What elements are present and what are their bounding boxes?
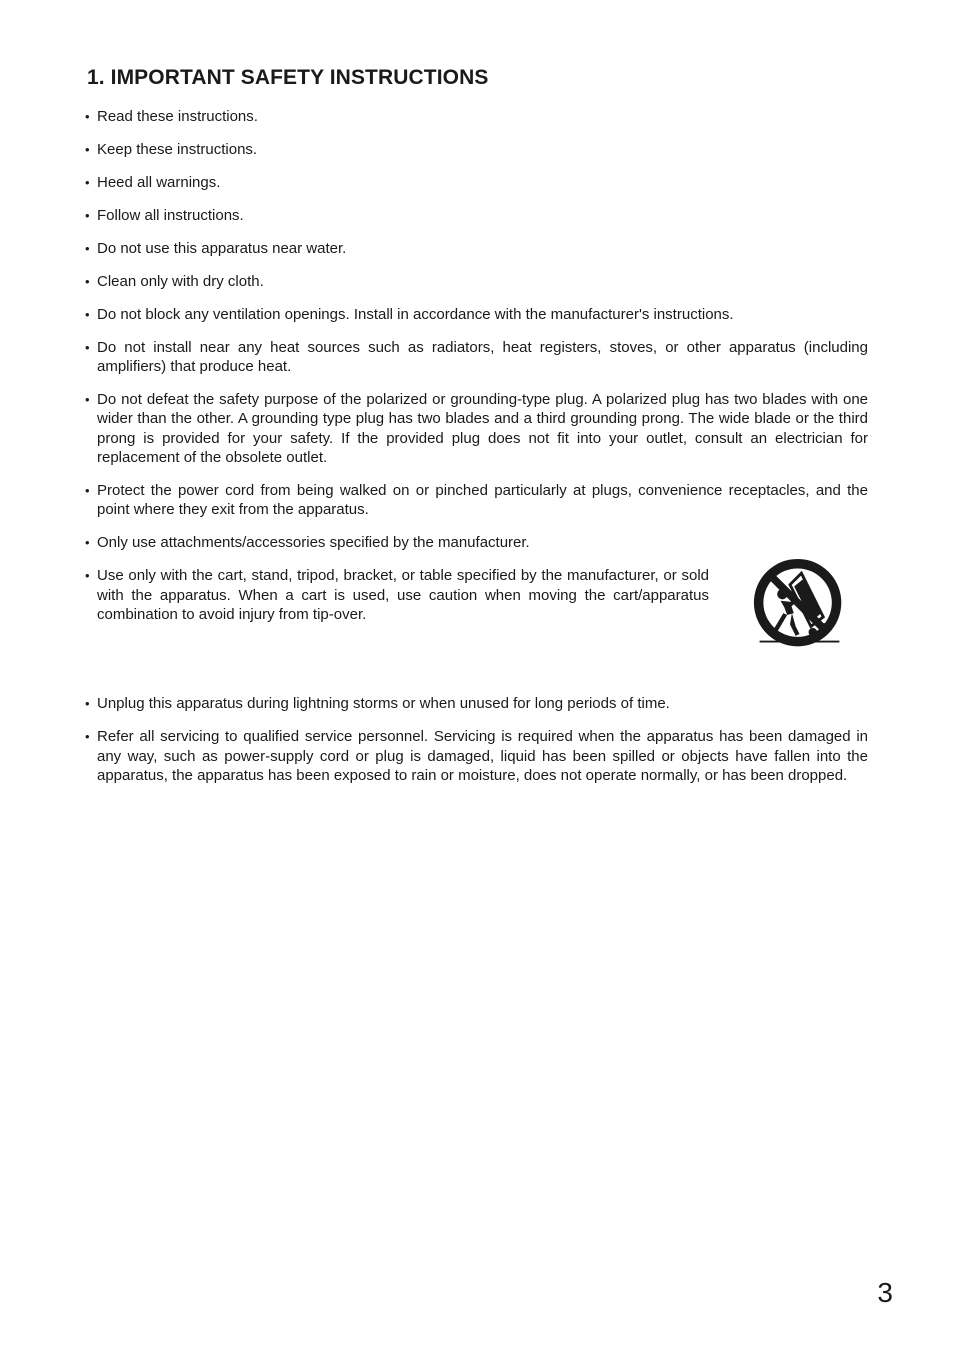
- bullet: •: [85, 273, 90, 289]
- list-item: [85, 173, 868, 192]
- list-item: [85, 727, 868, 785]
- bullet: •: [85, 207, 90, 223]
- item-text: Keep these instructions.: [97, 140, 258, 158]
- page-number: 3: [877, 1277, 893, 1308]
- list-item: [85, 694, 868, 713]
- item-text: Do not block any ventilation openings. Install in accordance with the manufacturer's instructions.: [97, 305, 734, 323]
- item-text: Protect the power cord from being walked on or pinched particularly at plugs, convenience receptacles, and the point where they exit from the apparatus.: [97, 482, 868, 519]
- item-text: Refer all servicing to qualified service personnel. Servicing is required when the apparatus has been damaged in any way, such as power-supply cord or plug is damaged, liquid has been spilled or objects have fallen into the apparatus, the apparatus has been exposed to rain or moisture, does not operate normally, or has been dropped.: [97, 728, 868, 784]
- cart-tip-over-warning-icon: [752, 558, 847, 653]
- list-item: [85, 338, 868, 377]
- item-text: Use only with the cart, stand, tripod, bracket, or table specified by the manufacturer, or sold with the apparatus. When a cart is used, use caution when moving the cart/apparatus combination to avoid injury from tip-over.: [97, 567, 709, 623]
- bullet: •: [85, 483, 90, 499]
- item-text: Heed all warnings.: [97, 173, 221, 191]
- safety-instructions-list: [85, 107, 868, 799]
- bullet: •: [85, 174, 90, 190]
- bullet: •: [85, 339, 90, 355]
- list-item: [85, 140, 868, 159]
- item-text: Follow all instructions.: [97, 206, 244, 224]
- list-item: [85, 481, 868, 520]
- list-item-with-figure: [85, 566, 868, 666]
- list-item: [85, 390, 868, 467]
- bullet: •: [85, 109, 90, 124]
- item-text: Clean only with dry cloth.: [97, 272, 264, 290]
- list-item: [85, 107, 868, 126]
- bullet: •: [85, 729, 90, 745]
- bullet: •: [85, 568, 90, 584]
- bullet: •: [85, 141, 90, 157]
- list-item: [85, 305, 868, 324]
- item-text: Do not install near any heat sources such as radiators, heat registers, stoves, or other apparatus (including amplifiers) that produce heat.: [97, 338, 868, 376]
- bullet: •: [85, 306, 90, 322]
- list-item: [85, 239, 868, 258]
- item-text: Only use attachments/accessories specified by the manufacturer.: [97, 534, 530, 552]
- item-text: Do not use this apparatus near water.: [97, 239, 347, 257]
- item-text: Unplug this apparatus during lightning storms or when unused for long periods of time.: [97, 695, 670, 713]
- item-text: Read these instructions.: [97, 108, 258, 125]
- bullet: •: [85, 240, 90, 256]
- bullet: •: [85, 535, 90, 551]
- list-item: [85, 533, 868, 552]
- list-item: [85, 206, 868, 225]
- bullet: •: [85, 696, 90, 712]
- item-text: Do not defeat the safety purpose of the polarized or grounding-type plug. A polarized plug has two blades with one wider than the other. A grounding type plug has two blades and a third grounding prong. The wide blade or the third prong is provided for your safety. If the provided plug does not fit into your outlet, consult an electrician for replacement of the obsolete outlet.: [97, 391, 868, 467]
- page-title: 1. IMPORTANT SAFETY INSTRUCTIONS: [87, 66, 489, 89]
- bullet: •: [85, 392, 90, 408]
- list-item: [85, 272, 868, 291]
